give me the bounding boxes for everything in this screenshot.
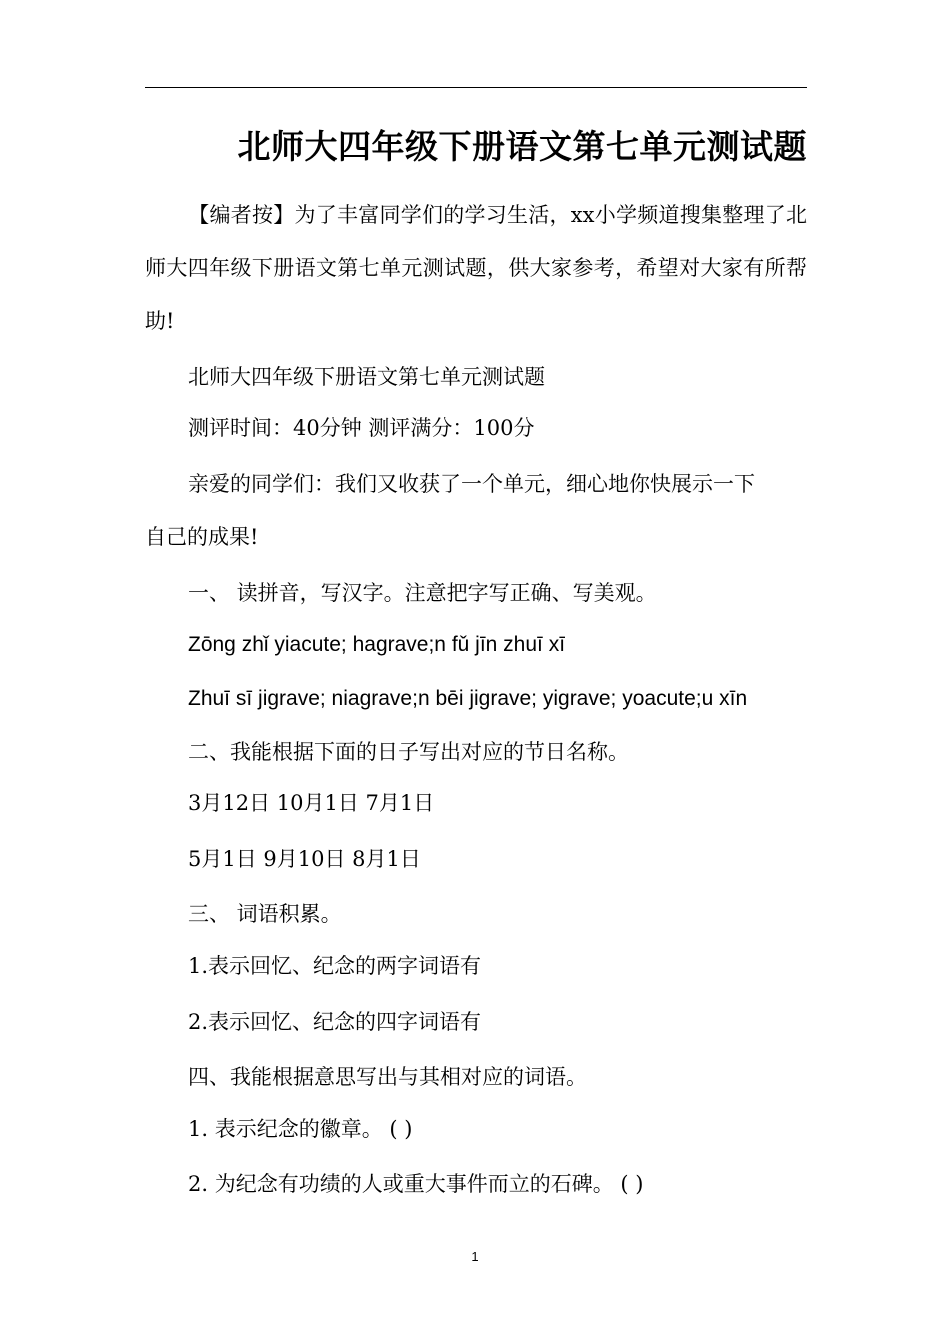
- section-2-dates-line-1: 3月12日 10月1日 7月1日: [188, 791, 435, 815]
- section-1-pinyin-line-1: Zōng zhǐ yiacute; hagrave;n fǔ jīn zhuī xī: [188, 633, 566, 656]
- section-3-item-2: 2.表示回忆、纪念的四字词语有: [188, 1010, 482, 1034]
- greeting-line-2: 自己的成果!: [145, 525, 259, 549]
- subtitle: 北师大四年级下册语文第七单元测试题: [188, 365, 545, 389]
- section-3-heading: 三、 词语积累。: [188, 902, 342, 926]
- section-2-dates-line-2: 5月1日 9月10日 8月1日: [188, 847, 421, 871]
- section-3-item-1: 1.表示回忆、纪念的两字词语有: [188, 954, 482, 978]
- test-info: 测评时间：40分钟 测评满分：100分: [188, 416, 535, 440]
- header-rule: [145, 87, 807, 88]
- section-2-heading: 二、我能根据下面的日子写出对应的节日名称。: [188, 740, 629, 764]
- section-4-item-1: 1. 表示纪念的徽章。 ( ): [188, 1117, 413, 1141]
- page-number: 1: [471, 1249, 479, 1264]
- editor-note-paragraph: [145, 189, 807, 348]
- greeting-line-1: 亲爱的同学们：我们又收获了一个单元，细心地你快展示一下: [188, 472, 755, 496]
- section-1-heading: 一、 读拼音，写汉字。注意把字写正确、写美观。: [188, 581, 657, 605]
- document-title: 北师大四年级下册语文第七单元测试题: [237, 127, 807, 166]
- section-4-heading: 四、我能根据意思写出与其相对应的词语。: [188, 1065, 587, 1089]
- editor-note-text: 【编者按】为了丰富同学们的学习生活，xx小学频道搜集整理了北师大四年级下册语文第七单元测试题，供大家参考，希望对大家有所帮助!: [145, 203, 807, 333]
- section-4-item-2: 2. 为纪念有功绩的人或重大事件而立的石碑。 ( ): [188, 1172, 644, 1196]
- section-1-pinyin-line-2: Zhuī sī jigrave; niagrave;n bēi jigrave; yigrave; yoacute;u xīn: [188, 687, 748, 710]
